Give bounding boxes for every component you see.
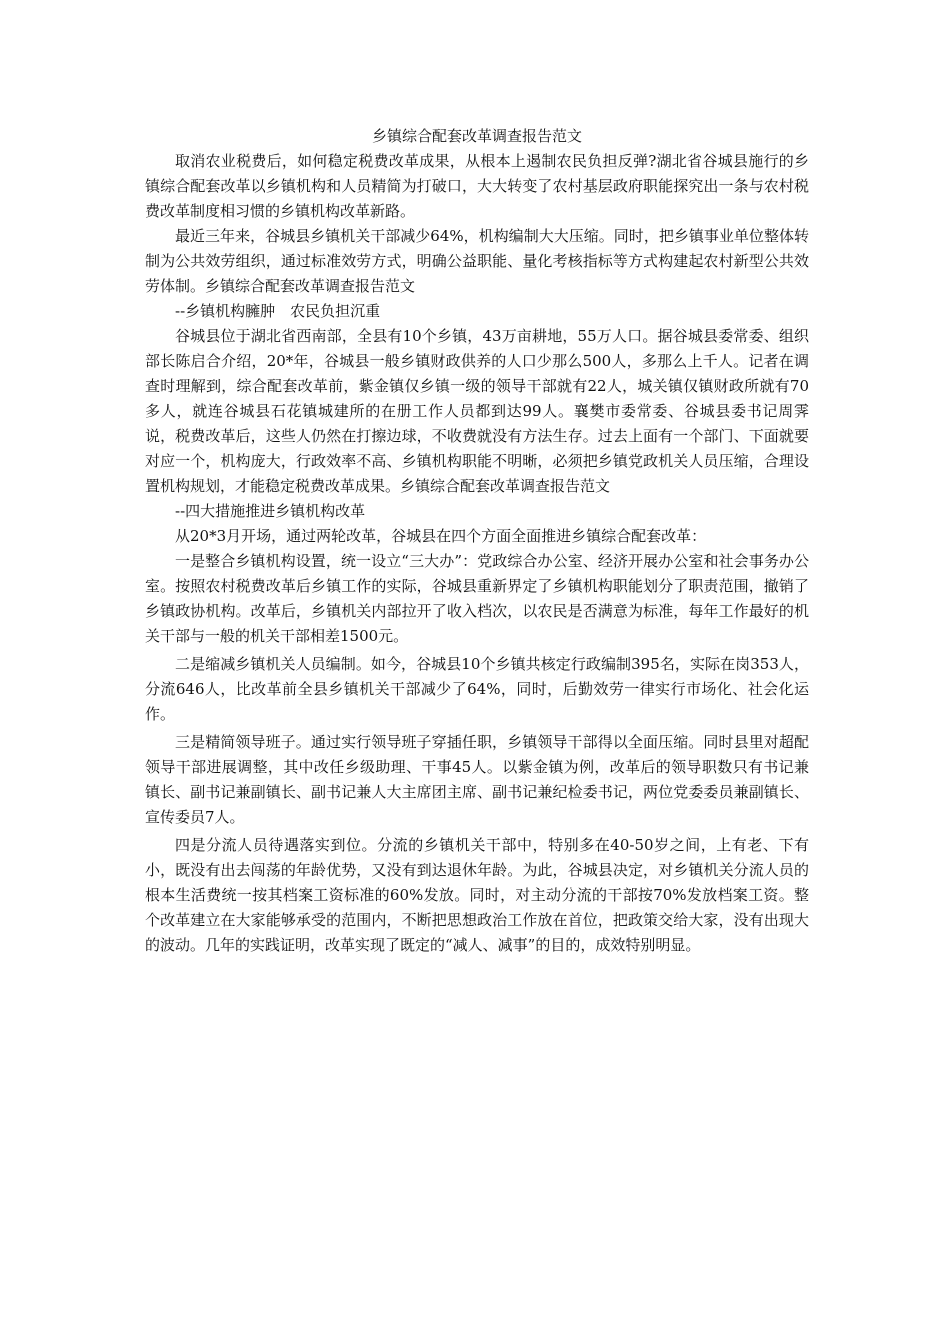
- section-heading-four-measures: --四大措施推进乡镇机构改革: [175, 502, 366, 520]
- paragraph-measure-three: 三是精简领导班子。通过实行领导班子穿插任职，乡镇领导干部得以全面压缩。同时县里对超配领导干部进展调整，其中改任乡级助理、干事45人。以紫金镇为例，改革后的领导职数只有书记兼镇长、副书记兼副镇长、副书记兼人大主席团主席、副书记兼纪检委书记，两位党委委员兼副镇长、宣传委员7人。: [145, 733, 809, 826]
- document-title: 乡镇综合配套改革调查报告范文: [371, 127, 582, 145]
- paragraph-measure-two: 二是缩减乡镇机关人员编制。如今，谷城县10个乡镇共核定行政编制395名，实际在岗353人，分流646人，比改革前全县乡镇机关干部减少了64%，同时，后勤效劳一律实行市场化、社会化运作。: [145, 655, 809, 723]
- paragraph-reform-start: 从20*3月开场，通过两轮改革，谷城县在四个方面全面推进乡镇综合配套改革：: [175, 527, 707, 545]
- paragraph-gucheng-background: 谷城县位于湖北省西南部，全县有10个乡镇，43万亩耕地，55万人口。据谷城县委常委、组织部长陈启合介绍，20*年，谷城县一般乡镇财政供养的人口少那么500人，多那么上千人。记者在调查时理解到，综合配套改革前，紫金镇仅乡镇一级的领导干部就有22人，城关镇仅镇财政所就有70多人，就连谷城县石花镇城建所的在册工作人员都到达99人。襄樊市委常委、谷城县委书记周霁说，税费改革后，这些人仍然在打擦边球，不收费就没有方法生存。过去上面有一个部门、下面就要对应一个，机构庞大，行政效率不高、乡镇机构职能不明晰，必须把乡镇党政机关人员压缩，合理设置机构规划，才能稳定税费改革成果。乡镇综合配套改革调查报告范文: [145, 327, 809, 495]
- paragraph-intro: 取消农业税费后，如何稳定税费改革成果，从根本上遏制农民负担反弹?湖北省谷城县施行的乡镇综合配套改革以乡镇机构和人员精简为打破口，大大转变了农村基层政府职能探究出一条与农村税费改革制度相习惯的乡镇机构改革新路。: [145, 152, 809, 220]
- section-heading-bloated-agencies: --乡镇机构臃肿 农民负担沉重: [175, 302, 381, 320]
- paragraph-recent-years: 最近三年来，谷城县乡镇机关干部减少64%，机构编制大大压缩。同时，把乡镇事业单位整体转制为公共效劳组织，通过标准效劳方式，明确公益职能、量化考核指标等方式构建起农村新型公共效劳体制。乡镇综合配套改革调查报告范文: [145, 227, 809, 295]
- paragraph-measure-four: 四是分流人员待遇落实到位。分流的乡镇机关干部中，特别多在40-50岁之间，上有老、下有小，既没有出去闯荡的年龄优势，又没有到达退休年龄。为此，谷城县决定，对乡镇机关分流人员的根本生活费统一按其档案工资标准的60%发放。同时，对主动分流的干部按70%发放档案工资。整个改革建立在大家能够承受的范围内，不断把思想政治工作放在首位，把政策交给大家，没有出现大的波动。几年的实践证明，改革实现了既定的“减人、减事”的目的，成效特别明显。: [145, 836, 809, 954]
- paragraph-measure-one: 一是整合乡镇机构设置，统一设立“三大办”：党政综合办公室、经济开展办公室和社会事务办公室。按照农村税费改革后乡镇工作的实际，谷城县重新界定了乡镇机构职能划分了职责范围，撤销了乡镇政协机构。改革后，乡镇机关内部拉开了收入档次，以农民是否满意为标准，每年工作最好的机关干部与一般的机关干部相差1500元。: [145, 552, 809, 645]
- document-page: [145, 124, 809, 958]
